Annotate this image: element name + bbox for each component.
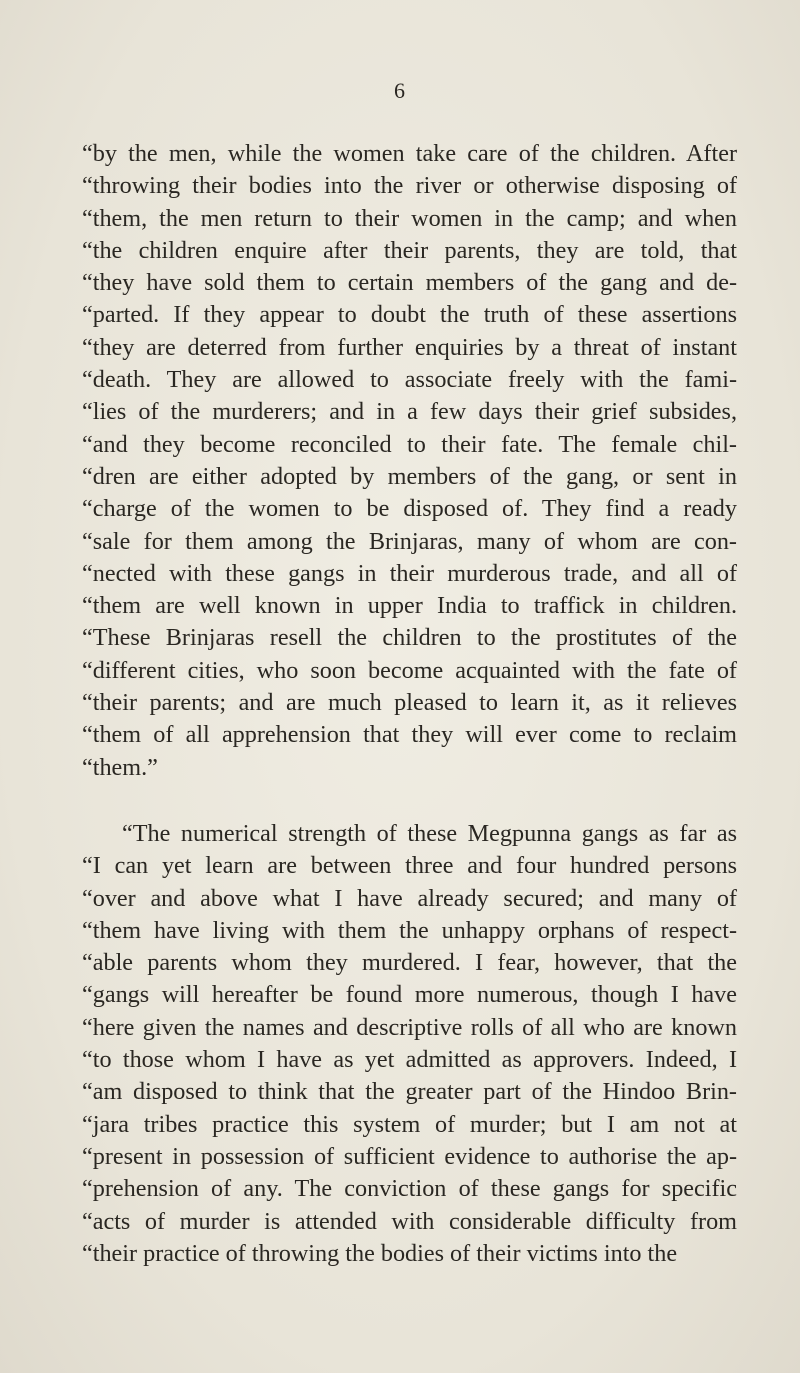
text-line: “they have sold them to certain members of the gang and de- [82, 269, 737, 297]
page-number: 6 [394, 78, 406, 103]
paragraph [82, 818, 737, 1270]
text-line: “I can yet learn are between three and four hundred persons [82, 852, 737, 880]
text-line: “parted. If they appear to doubt the truth of these assertions [82, 301, 737, 329]
text-line: “gangs will hereafter be found more numerous, though I have [82, 981, 737, 1009]
text-line: “present in possession of sufficient evidence to authorise the ap- [82, 1142, 737, 1170]
text-line: “These Brinjaras resell the children to the prostitutes of the [82, 624, 737, 652]
text-line: “jara tribes practice this system of murder; but I am not at [82, 1110, 737, 1138]
text-line: “them of all apprehension that they will ever come to reclaim [82, 721, 737, 749]
text-line: “they are deterred from further enquiries by a threat of instant [82, 333, 737, 361]
text-line: “here given the names and descriptive rolls of all who are known [82, 1013, 737, 1041]
text-line: “am disposed to think that the greater part of the Hindoo Brin- [82, 1078, 737, 1106]
text-line: “dren are either adopted by members of the gang, or sent in [82, 462, 737, 490]
text-line: “them.” [82, 753, 158, 781]
text-line: “charge of the women to be disposed of. They find a ready [82, 495, 737, 523]
text-line: “lies of the murderers; and in a few days their grief subsides, [82, 398, 737, 426]
text-line: “their practice of throwing the bodies of their victims into the [82, 1239, 678, 1267]
text-line: “over and above what I have already secured; and many of [82, 884, 737, 912]
text-line: “nected with these gangs in their murderous trade, and all of [82, 559, 737, 587]
body-text [82, 138, 737, 1270]
paragraph-gap [82, 784, 737, 818]
text-line: “to those whom I have as yet admitted as approvers. Indeed, I [82, 1046, 737, 1074]
text-line: “their parents; and are much pleased to learn it, as it relieves [82, 689, 737, 717]
text-line: “death. They are allowed to associate freely with the fami- [82, 366, 737, 394]
text-line: “the children enquire after their parents, they are told, that [82, 236, 737, 264]
text-line: “by the men, while the women take care of the children. After [82, 140, 737, 167]
paragraph [82, 138, 737, 784]
text-line: “them have living with them the unhappy orphans of respect- [82, 916, 737, 944]
text-line: “them are well known in upper India to traffick in children. [82, 592, 737, 620]
text-line: “different cities, who soon become acquainted with the fate of [82, 656, 737, 684]
text-line: “acts of murder is attended with considerable difficulty from [82, 1207, 737, 1235]
text-line: “throwing their bodies into the river or otherwise disposing of [82, 172, 737, 200]
text-line: “sale for them among the Brinjaras, many of whom are con- [82, 527, 737, 555]
text-line: “prehension of any. The conviction of these gangs for specific [82, 1175, 737, 1203]
text-line: “able parents whom they murdered. I fear, however, that the [82, 949, 737, 977]
text-line: “and they become reconciled to their fate. The female chil- [82, 430, 737, 458]
text-line: “them, the men return to their women in the camp; and when [82, 204, 737, 232]
text-line: “The numerical strength of these Megpunna gangs as far as [122, 819, 737, 847]
